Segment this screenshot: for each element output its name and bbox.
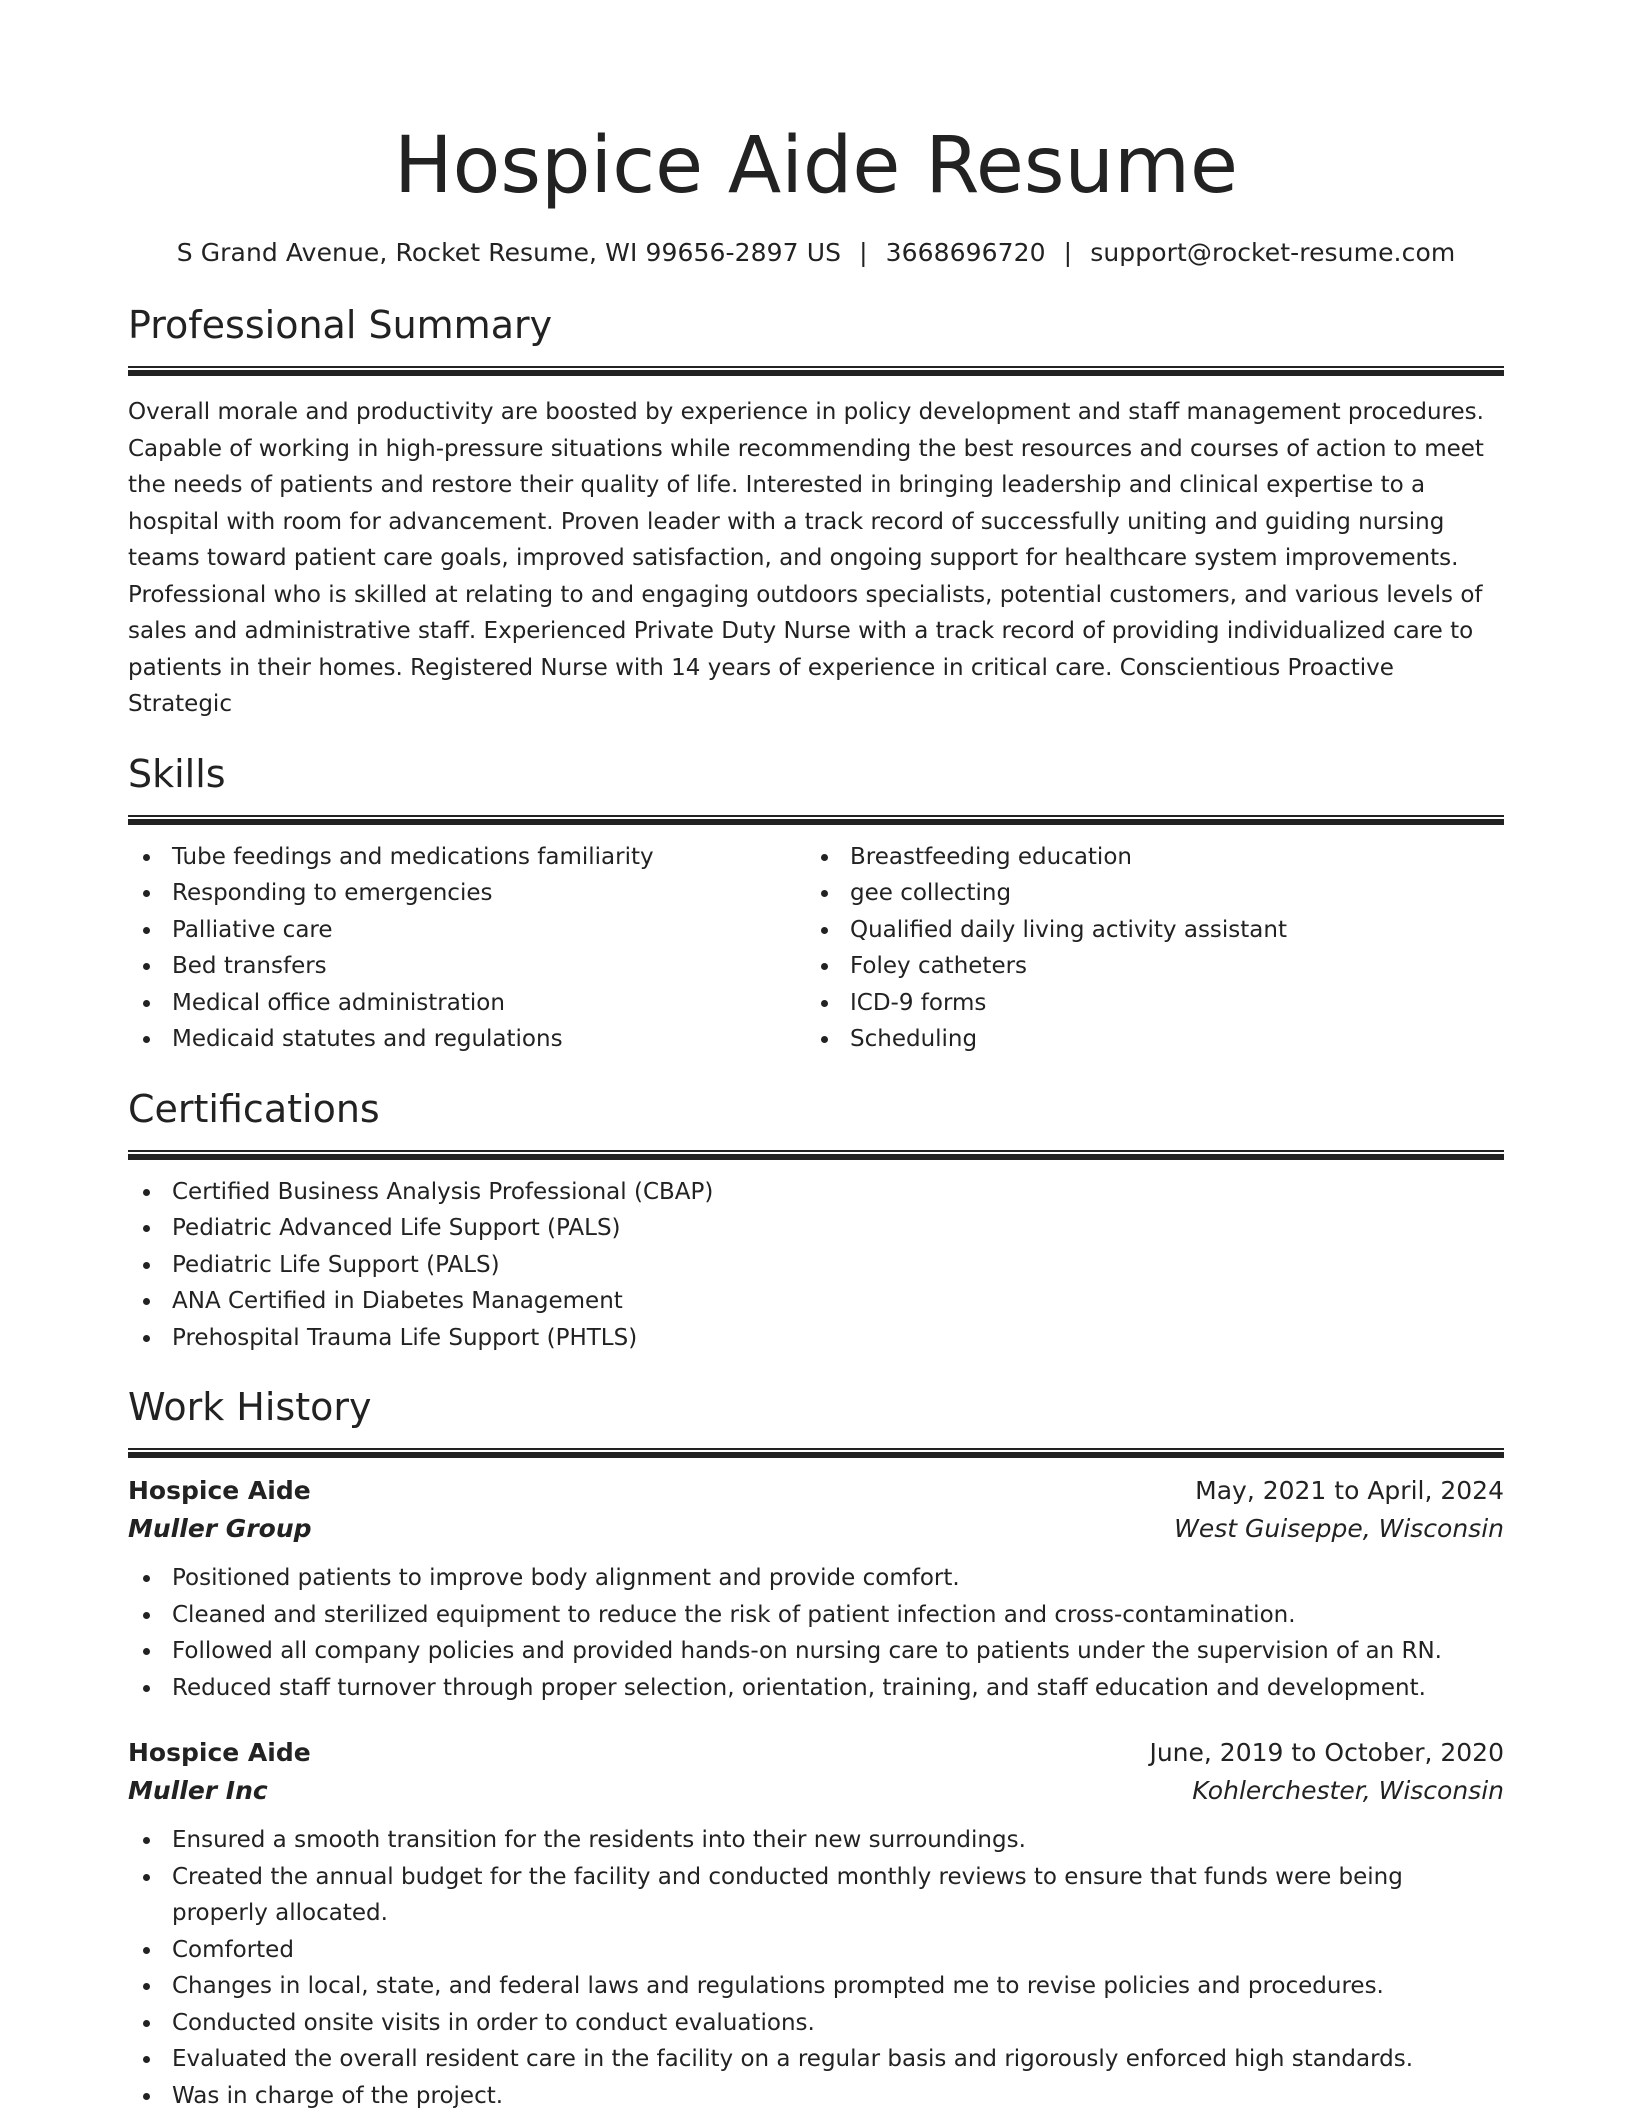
- job-title: Hospice Aide: [128, 1472, 311, 1510]
- certification-item: Prehospital Trauma Life Support (PHTLS): [128, 1320, 1504, 1357]
- job-entry: [128, 1472, 1504, 1706]
- certification-item: ANA Certified in Diabetes Management: [128, 1283, 1504, 1320]
- job-bullet: Ensured a smooth transition for the residents into their new surroundings.: [128, 1822, 1504, 1859]
- job-title: Hospice Aide: [128, 1734, 311, 1772]
- skill-item: Responding to emergencies: [128, 875, 806, 912]
- skill-item: Tube feedings and medications familiarity: [128, 839, 806, 876]
- job-company: Muller Group: [128, 1510, 312, 1548]
- skills-section: [128, 749, 1504, 1058]
- skill-item: Medicaid statutes and regulations: [128, 1021, 806, 1058]
- job-dates: June, 2019 to October, 2020: [1149, 1734, 1504, 1772]
- job-bullet: Was in charge of the project.: [128, 2078, 1504, 2114]
- skill-item: Palliative care: [128, 912, 806, 949]
- job-bullet: Positioned patients to improve body alignment and provide comfort.: [128, 1560, 1504, 1597]
- skill-item: Scheduling: [806, 1021, 1484, 1058]
- job-bullets: [128, 1822, 1504, 2114]
- certifications-section: [128, 1084, 1504, 1357]
- section-divider: [128, 1150, 1504, 1160]
- section-divider: [128, 1448, 1504, 1458]
- job-entry: [128, 1734, 1504, 2114]
- certifications-list: [128, 1174, 1504, 1357]
- work-history-section: [128, 1382, 1504, 2114]
- skill-item: Bed transfers: [128, 948, 806, 985]
- job-bullet: Created the annual budget for the facility and conducted monthly reviews to ensure that funds were being properly allocated.: [128, 1859, 1504, 1932]
- summary-text: Overall morale and productivity are boosted by experience in policy development and staff management procedures. Capable of working in high-pressure situations while recommending the best resources and courses of action to meet the needs of patients and restore their quality of life. Interested in bringing leadership and clinical expertise to a hospital with room for advancement. Proven leader with a track record of successfully uniting and guiding nursing teams toward patient care goals, improved satisfaction, and ongoing support for healthcare system improvements. Professional who is skilled at relating to and engaging outdoors specialists, potential customers, and various levels of sales and administrative staff. Experienced Private Duty Nurse with a track record of providing individualized care to patients in their homes. Registered Nurse with 14 years of experience in critical care. Conscientious Proactive Strategic: [128, 394, 1504, 723]
- skills-grid: [128, 839, 1504, 1058]
- contact-line: [128, 236, 1504, 270]
- contact-email: support@rocket-resume.com: [1090, 238, 1455, 267]
- job-dates: May, 2021 to April, 2024: [1195, 1472, 1504, 1510]
- certification-item: Pediatric Advanced Life Support (PALS): [128, 1210, 1504, 1247]
- certification-item: Pediatric Life Support (PALS): [128, 1247, 1504, 1284]
- contact-separator: |: [1046, 238, 1091, 267]
- job-header: [128, 1472, 1504, 1510]
- contact-phone: 3668696720: [886, 238, 1046, 267]
- job-location: Kohlerchester, Wisconsin: [1192, 1772, 1504, 1810]
- summary-section: [128, 300, 1504, 723]
- job-location: West Guiseppe, Wisconsin: [1174, 1510, 1504, 1548]
- skills-column-right: [806, 839, 1484, 1058]
- section-divider: [128, 366, 1504, 376]
- certification-item: Certified Business Analysis Professional (CBAP): [128, 1174, 1504, 1211]
- job-bullet: Followed all company policies and provided hands-on nursing care to patients under the supervision of an RN.: [128, 1633, 1504, 1670]
- skill-item: Qualified daily living activity assistant: [806, 912, 1484, 949]
- skill-item: gee collecting: [806, 875, 1484, 912]
- certifications-heading: Certifications: [128, 1084, 1504, 1134]
- job-bullet: Conducted onsite visits in order to conduct evaluations.: [128, 2005, 1504, 2042]
- skills-heading: Skills: [128, 749, 1504, 799]
- job-subheader: [128, 1510, 1504, 1548]
- job-bullet: Comforted: [128, 1932, 1504, 1969]
- skill-item: Breastfeeding education: [806, 839, 1484, 876]
- resume-content: [128, 0, 1504, 2114]
- job-bullet: Changes in local, state, and federal laws and regulations prompted me to revise policies and procedures.: [128, 1968, 1504, 2005]
- section-divider: [128, 815, 1504, 825]
- job-bullet: Cleaned and sterilized equipment to reduce the risk of patient infection and cross-contamination.: [128, 1597, 1504, 1634]
- job-bullet: Evaluated the overall resident care in the facility on a regular basis and rigorously enforced high standards.: [128, 2041, 1504, 2078]
- skill-item: Foley catheters: [806, 948, 1484, 985]
- work-history-heading: Work History: [128, 1382, 1504, 1432]
- job-header: [128, 1734, 1504, 1772]
- job-bullet: Reduced staff turnover through proper selection, orientation, training, and staff education and development.: [128, 1670, 1504, 1707]
- job-bullets: [128, 1560, 1504, 1706]
- document-title: Hospice Aide Resume: [128, 0, 1504, 216]
- contact-address: S Grand Avenue, Rocket Resume, WI 99656-2897 US: [177, 238, 841, 267]
- skills-column-left: [128, 839, 806, 1058]
- contact-separator: |: [841, 238, 886, 267]
- job-company: Muller Inc: [128, 1772, 268, 1810]
- skill-item: Medical office administration: [128, 985, 806, 1022]
- job-subheader: [128, 1772, 1504, 1810]
- summary-heading: Professional Summary: [128, 300, 1504, 350]
- skill-item: ICD-9 forms: [806, 985, 1484, 1022]
